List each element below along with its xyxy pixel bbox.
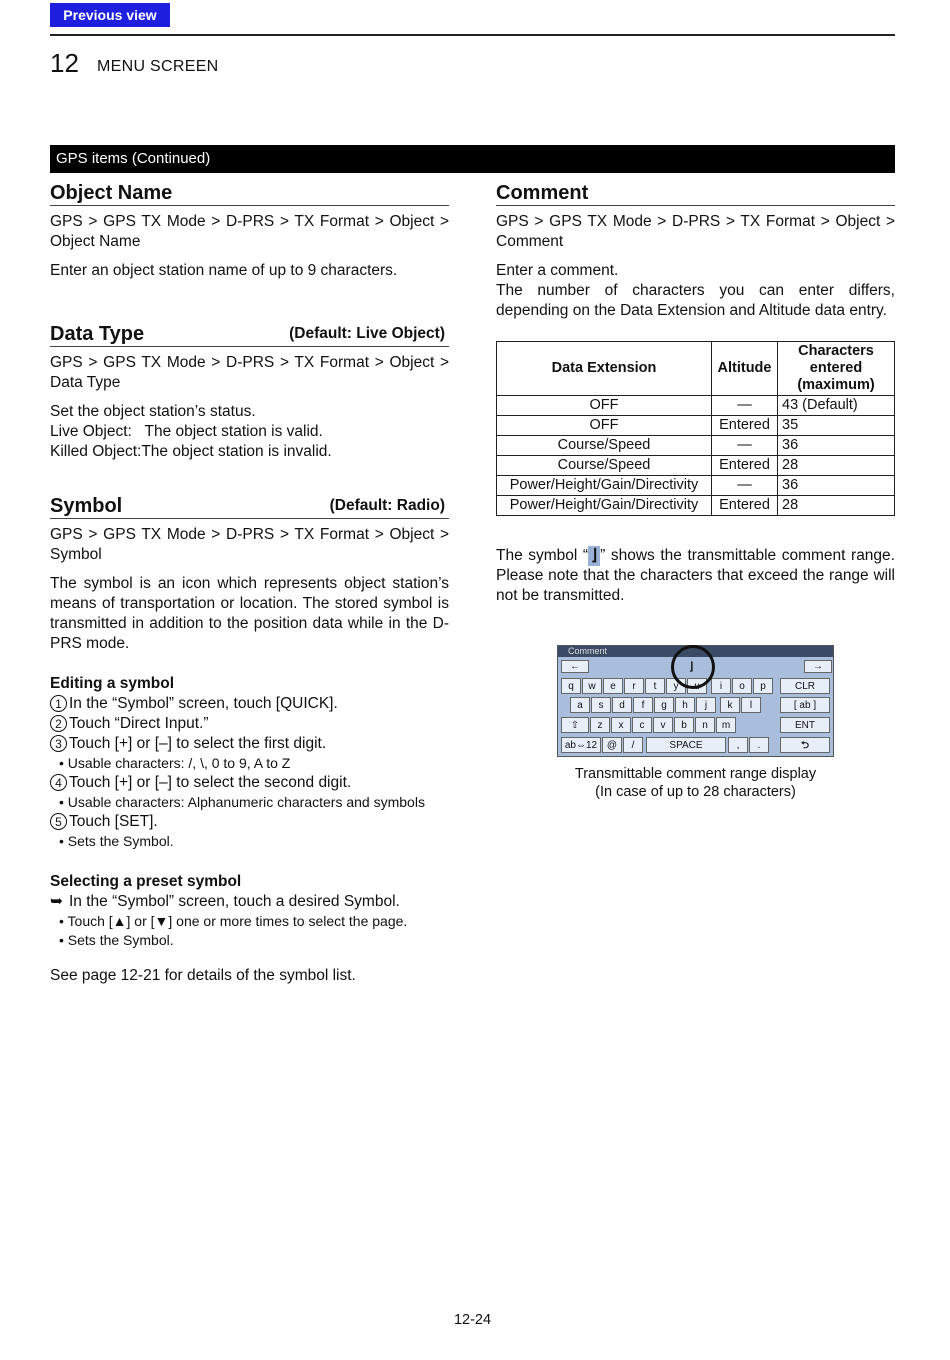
table-row: [497, 416, 895, 436]
left-column: [50, 183, 449, 995]
previous-view-button[interactable]: Previous view: [50, 3, 170, 27]
key-w[interactable]: w: [582, 678, 602, 694]
data-type-default: (Default: Live Object): [289, 325, 445, 342]
comment-path: GPS > GPS TX Mode > D-PRS > TX Format > Object > Comment: [496, 213, 895, 250]
slash-key[interactable]: /: [623, 737, 643, 753]
table-cell: Entered: [712, 496, 778, 516]
case-toggle-key[interactable]: [ ab ]: [780, 697, 830, 713]
symbol-path: GPS > GPS TX Mode > D-PRS > TX Format > Object > Symbol: [50, 526, 449, 563]
preset-symbol-heading: Selecting a preset symbol: [50, 873, 242, 890]
table-cell: —: [712, 476, 778, 496]
keyboard-title: Comment: [558, 646, 833, 657]
key-x[interactable]: x: [611, 717, 631, 733]
object-name-desc: Enter an object station name of up to 9 characters.: [50, 262, 398, 279]
data-type-heading: Data Type (Default: Live Object): [50, 324, 449, 347]
data-type-killed: Killed Object:The object station is invalid.: [50, 443, 332, 460]
at-key[interactable]: @: [602, 737, 622, 753]
key-k[interactable]: k: [720, 697, 740, 713]
range-marker-icon: ⌋: [689, 661, 694, 673]
comment-heading: Comment: [496, 183, 895, 206]
table-cell: 28: [778, 496, 895, 516]
arrow-icon: ➥: [50, 893, 63, 910]
highlight-circle: [671, 645, 715, 689]
table-cell: OFF: [497, 416, 712, 436]
editing-step-2: 2 Touch “Direct Input.”: [50, 714, 449, 734]
range-marker-icon: ⌋: [588, 546, 600, 566]
comment-desc-1: Enter a comment.: [496, 262, 619, 279]
table-cell: OFF: [497, 396, 712, 416]
key-f[interactable]: f: [633, 697, 653, 713]
key-t[interactable]: t: [645, 678, 665, 694]
key-r[interactable]: r: [624, 678, 644, 694]
see-page-note: See page 12-21 for details of the symbol list.: [50, 967, 356, 984]
table-header: Data Extension: [497, 342, 712, 396]
key-i[interactable]: i: [711, 678, 731, 694]
editing-step-5-note: • Sets the Symbol.: [59, 833, 174, 849]
table-row: [497, 476, 895, 496]
table-header: Characters entered (maximum): [778, 342, 895, 396]
comma-key[interactable]: ,: [728, 737, 748, 753]
section-bar: GPS items (Continued): [50, 145, 895, 173]
symbol-default: (Default: Radio): [329, 497, 445, 514]
key-u[interactable]: u: [687, 678, 707, 694]
key-e[interactable]: e: [603, 678, 623, 694]
key-j[interactable]: j: [696, 697, 716, 713]
table-row: [497, 456, 895, 476]
period-key[interactable]: .: [749, 737, 769, 753]
keyboard-caption: [557, 765, 834, 801]
table-cell: 43 (Default): [778, 396, 895, 416]
table-row: [497, 496, 895, 516]
editing-step-5: 5 Touch [SET].: [50, 812, 449, 832]
editing-step-3: 3 Touch [+] or [–] to select the first digit.: [50, 734, 449, 754]
step-number: 4: [50, 774, 67, 791]
key-m[interactable]: m: [716, 717, 736, 733]
right-column: [496, 183, 895, 615]
preset-note-1: • Touch [▲] or [▼] one or more times to select the page.: [59, 913, 408, 929]
chapter-number: 12: [50, 48, 79, 78]
table-header-row: [497, 342, 895, 396]
key-b[interactable]: b: [674, 717, 694, 733]
key-q[interactable]: q: [561, 678, 581, 694]
table-cell: 28: [778, 456, 895, 476]
table-cell: —: [712, 436, 778, 456]
key-z[interactable]: z: [590, 717, 610, 733]
editing-step-1: 1 In the “Symbol” screen, touch [QUICK].: [50, 694, 449, 714]
chapter-title: MENU SCREEN: [97, 58, 219, 75]
step-number: 1: [50, 695, 67, 712]
key-l[interactable]: l: [741, 697, 761, 713]
table-cell: Course/Speed: [497, 456, 712, 476]
space-key[interactable]: SPACE: [646, 737, 726, 753]
data-type-live: Live Object: The object station is valid.: [50, 423, 323, 440]
table-cell: Course/Speed: [497, 436, 712, 456]
editing-step-4: 4 Touch [+] or [–] to select the second digit.: [50, 773, 449, 793]
editing-step-3-note: • Usable characters: /, \, 0 to 9, A to Z: [59, 755, 291, 771]
table-cell: 35: [778, 416, 895, 436]
data-type-desc: Set the object station’s status.: [50, 403, 256, 420]
table-cell: 36: [778, 436, 895, 456]
symbol-range-note: The symbol “ ⌋ ” shows the transmittable comment range. Please note that the characters that exceed the range will not be transmitted.: [496, 547, 895, 604]
table-row: [497, 436, 895, 456]
key-v[interactable]: v: [653, 717, 673, 733]
key-s[interactable]: s: [591, 697, 611, 713]
cursor-right-key[interactable]: →: [804, 660, 832, 673]
table-cell: Entered: [712, 456, 778, 476]
step-number: 3: [50, 735, 67, 752]
preset-step: ➥ In the “Symbol” screen, touch a desired Symbol.: [50, 893, 400, 910]
back-icon[interactable]: ⮌: [780, 737, 830, 753]
table-cell: Entered: [712, 416, 778, 436]
cursor-left-key[interactable]: ←: [561, 660, 589, 673]
caption-line-2: (In case of up to 28 characters): [595, 784, 796, 800]
caption-line-1: Transmittable comment range display: [574, 766, 817, 782]
comment-desc-2: The number of characters you can enter differs, depending on the Data Extension and Altitude data entry.: [496, 282, 895, 319]
symbol-heading: Symbol (Default: Radio): [50, 496, 449, 519]
object-name-path: GPS > GPS TX Mode > D-PRS > TX Format > Object > Object Name: [50, 213, 449, 250]
mode-toggle-key[interactable]: ab⇔12: [561, 737, 601, 753]
key-g[interactable]: g: [654, 697, 674, 713]
table-row: [497, 396, 895, 416]
table-cell: Power/Height/Gain/Directivity: [497, 496, 712, 516]
key-o[interactable]: o: [732, 678, 752, 694]
data-type-path: GPS > GPS TX Mode > D-PRS > TX Format > Object > Data Type: [50, 354, 449, 391]
step-number: 5: [50, 813, 67, 830]
key-h[interactable]: h: [675, 697, 695, 713]
shift-key[interactable]: ⇧: [561, 717, 589, 733]
key-d[interactable]: d: [612, 697, 632, 713]
table-header: Altitude: [712, 342, 778, 396]
table-cell: —: [712, 396, 778, 416]
clr-key[interactable]: CLR: [780, 678, 830, 694]
key-c[interactable]: c: [632, 717, 652, 733]
step-number: 2: [50, 715, 67, 732]
enter-key[interactable]: ENT: [780, 717, 830, 733]
key-n[interactable]: n: [695, 717, 715, 733]
page-number: 12-24: [453, 1312, 492, 1328]
key-a[interactable]: a: [570, 697, 590, 713]
key-y[interactable]: y: [666, 678, 686, 694]
object-name-heading: Object Name: [50, 183, 449, 206]
table-cell: Power/Height/Gain/Directivity: [497, 476, 712, 496]
preset-note-2: • Sets the Symbol.: [59, 932, 174, 948]
editing-step-4-note: • Usable characters: Alphanumeric characters and symbols: [59, 794, 425, 810]
table-cell: 36: [778, 476, 895, 496]
symbol-desc: The symbol is an icon which represents object station’s means of transportation or location. The stored symbol is transmitted in addition to the position data while in the D-PRS mode.: [50, 575, 449, 652]
key-p[interactable]: p: [753, 678, 773, 694]
editing-symbol-heading: Editing a symbol: [50, 675, 175, 692]
character-limit-table: [496, 341, 895, 516]
header-divider: [50, 34, 895, 36]
